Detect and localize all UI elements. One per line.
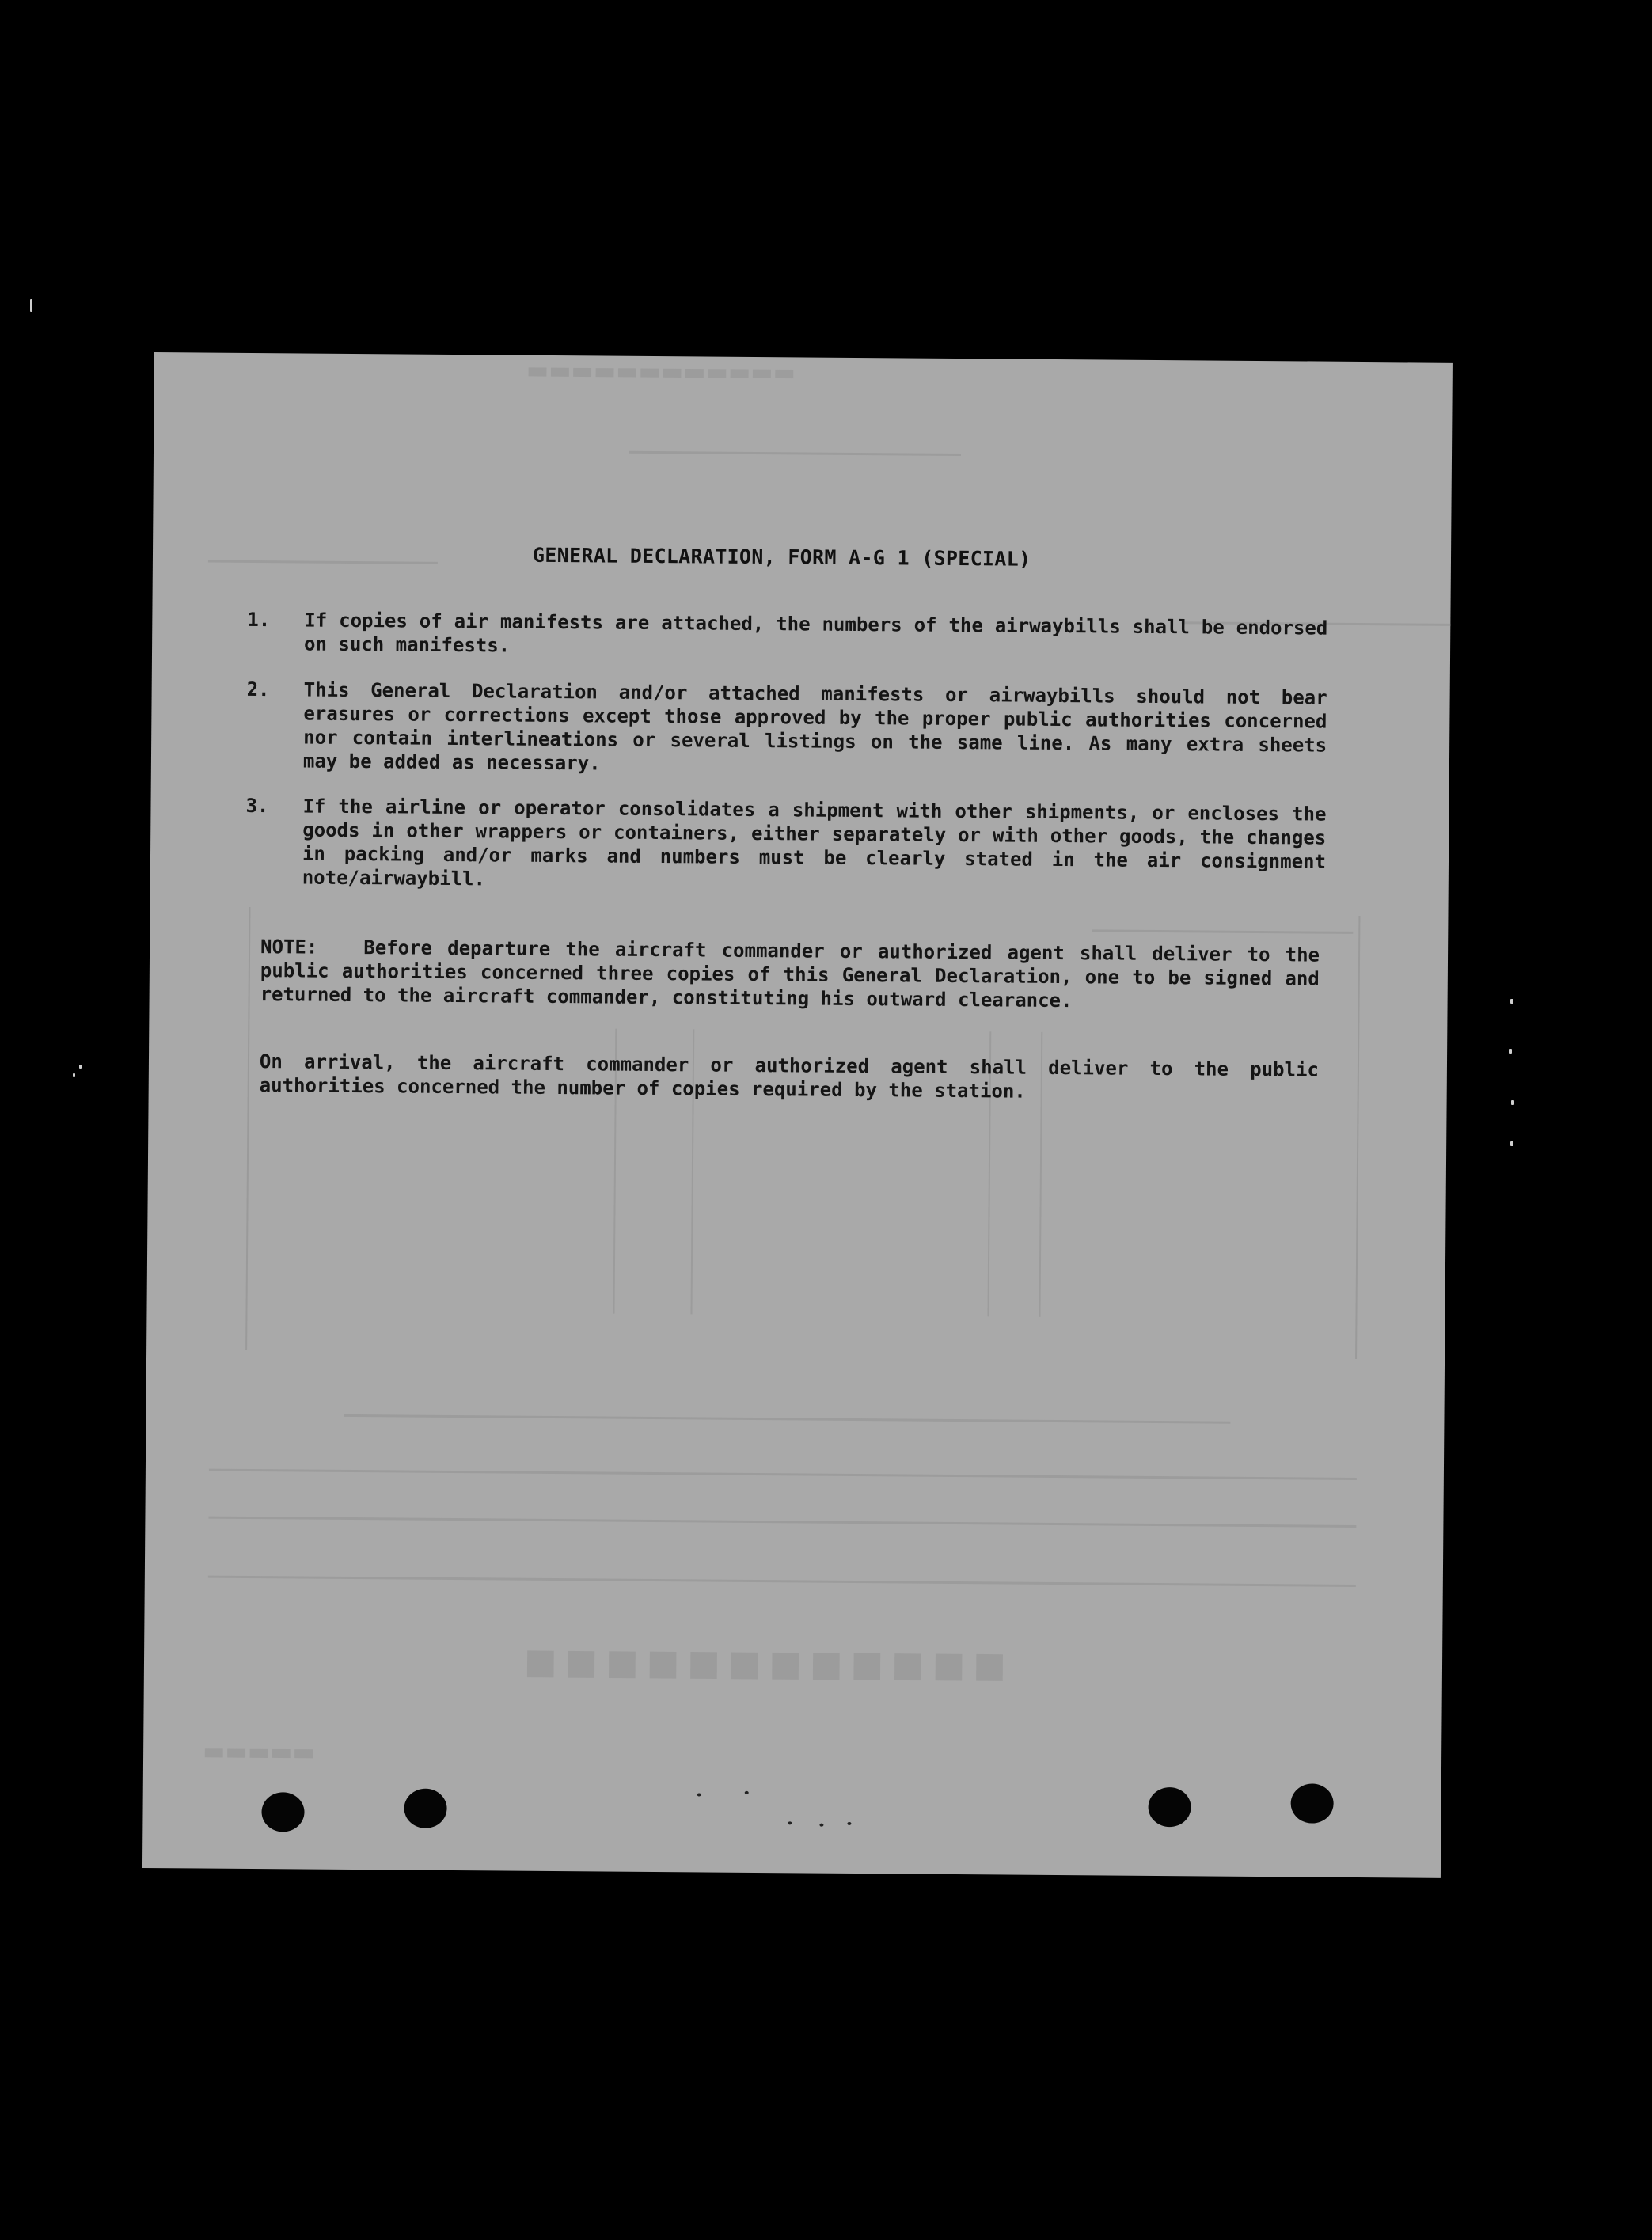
item-text: If the airline or operator consolidates a shipment with other shipments, or encloses the goods in other wrappers or containers, either separately or with other goods, the changes in packing and/or marks and numbers must be clearly stated in the air consignment note/airwaybill. bbox=[302, 795, 1327, 890]
stray-speck bbox=[788, 1821, 792, 1824]
bleed-through-mark bbox=[208, 560, 438, 564]
instruction-item-1 bbox=[247, 608, 1327, 664]
bleed-through-mark bbox=[209, 1469, 1357, 1480]
punch-hole bbox=[261, 1792, 304, 1832]
document-title: GENERAL DECLARATION, FORM A-G 1 (SPECIAL) bbox=[532, 543, 1031, 571]
scan-speck bbox=[73, 1073, 75, 1077]
stray-speck bbox=[847, 1822, 851, 1825]
scan-speck bbox=[30, 299, 32, 312]
scan-speck bbox=[1510, 1141, 1513, 1146]
stray-speck bbox=[819, 1824, 823, 1827]
stray-speck bbox=[697, 1793, 701, 1796]
bleed-through-mark: ▬▬▬▬▬ bbox=[202, 1737, 315, 1767]
bleed-through-mark bbox=[629, 451, 961, 456]
departure-note bbox=[260, 935, 1320, 1015]
arrival-note: On arrival, the aircraft commander or authorized agent shall deliver to the public authorities concerned the number of copies required by the station. bbox=[259, 1050, 1320, 1103]
instruction-item-3 bbox=[245, 794, 1327, 898]
bleed-through-mark: ■■■■■■■■■■■■ bbox=[515, 1641, 1007, 1686]
scan-speck bbox=[1510, 999, 1513, 1004]
instruction-item-2 bbox=[246, 678, 1327, 781]
item-text: This General Declaration and/or attached manifests or airwaybills should not bear erasures or corrections except those approved by the proper public authorities concerned nor contain interlineations or several listings on the same line. As many extra sheets may be added as necessary. bbox=[302, 678, 1327, 775]
bleed-through-mark bbox=[208, 1517, 1356, 1528]
bleed-through-mark bbox=[208, 1576, 1356, 1587]
punch-hole bbox=[404, 1789, 446, 1828]
item-number: 3. bbox=[245, 794, 269, 818]
scanned-page bbox=[142, 352, 1453, 1878]
note-text: Before departure the aircraft commander or authorized agent shall deliver to the public authorities concerned three copies of this General Declaration, one to be signed and returned to the aircraft commander, constituting his outward clearance. bbox=[260, 936, 1320, 1012]
stray-speck bbox=[745, 1791, 749, 1794]
note-label: NOTE: bbox=[260, 936, 318, 959]
item-number: 1. bbox=[247, 608, 271, 632]
scan-speck bbox=[1509, 1049, 1512, 1054]
bleed-through-mark bbox=[344, 1414, 1230, 1424]
scan-speck bbox=[79, 1065, 82, 1069]
punch-hole bbox=[1290, 1783, 1333, 1823]
scan-speck bbox=[1511, 1100, 1514, 1105]
punch-hole bbox=[1148, 1787, 1191, 1827]
item-number: 2. bbox=[246, 678, 270, 701]
bleed-through-mark: ▬▬▬▬▬▬▬▬▬▬▬▬ bbox=[526, 356, 796, 387]
item-text: If copies of air manifests are attached, the numbers of the airwaybills shall be endorsed on such manifests. bbox=[304, 609, 1328, 657]
